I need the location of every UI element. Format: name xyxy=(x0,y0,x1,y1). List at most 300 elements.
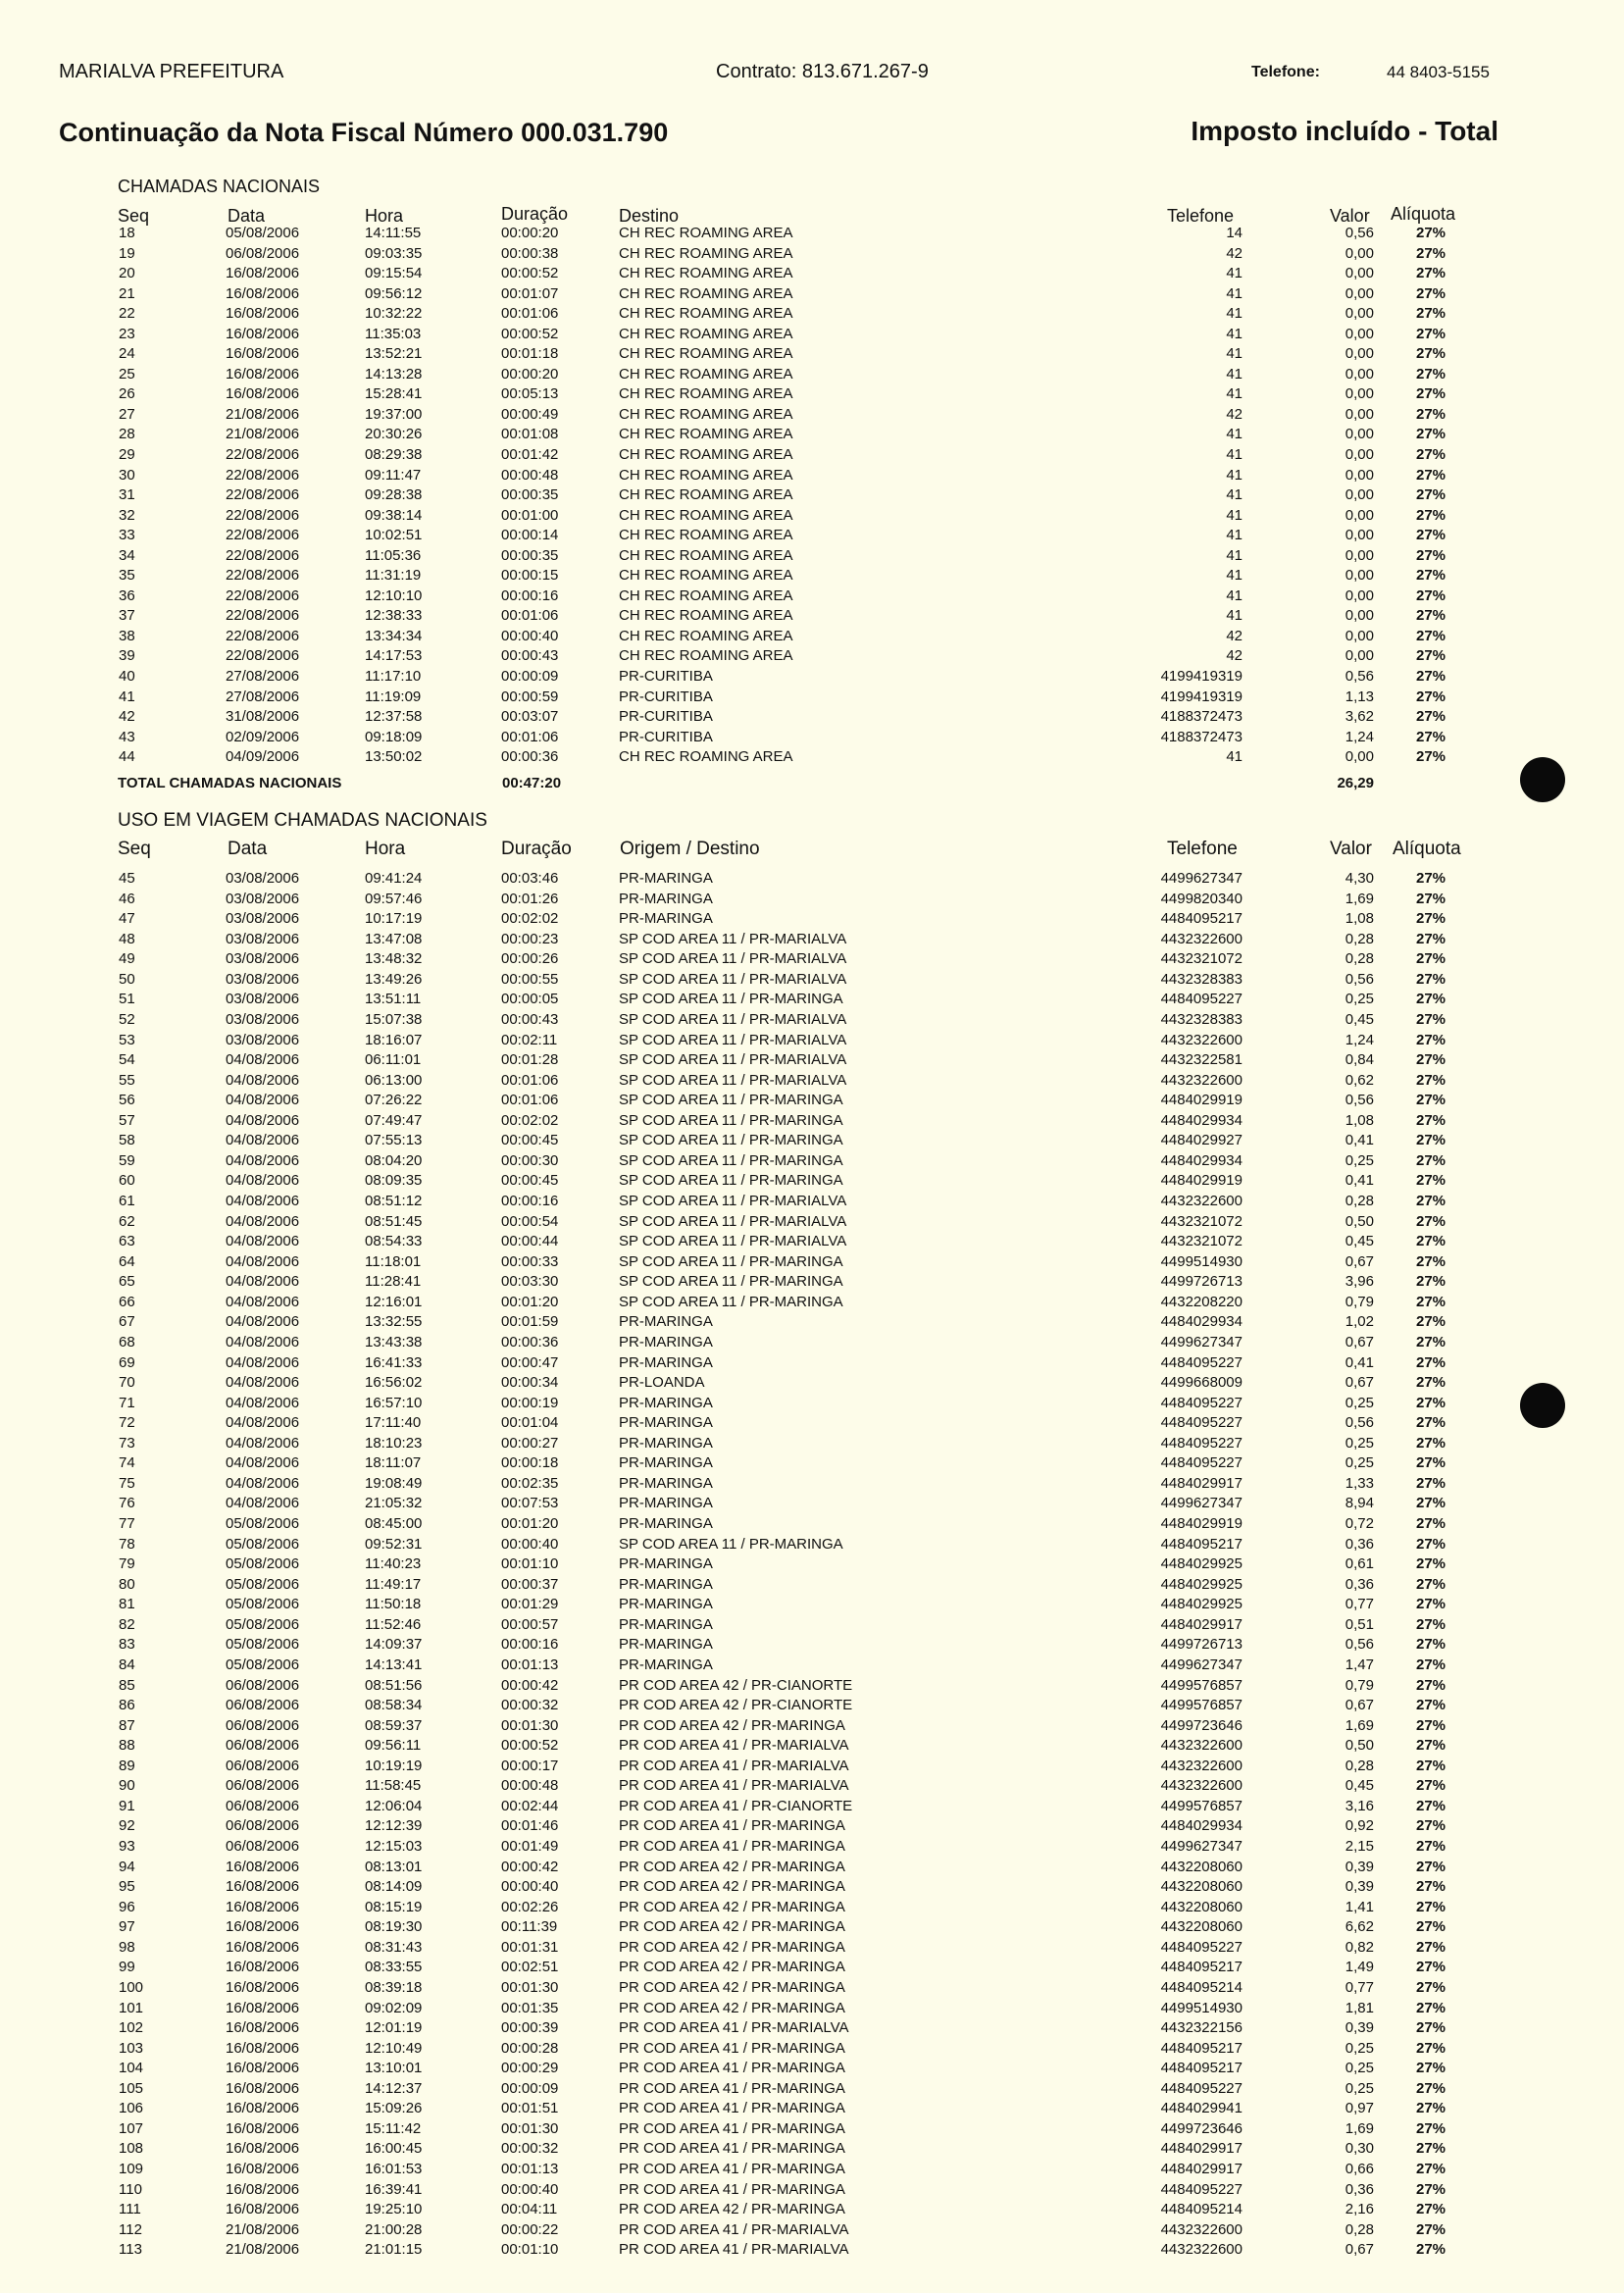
duration-cell: 00:01:06 xyxy=(501,1092,559,1109)
table-row xyxy=(0,1554,1624,1575)
rate-cell: 27% xyxy=(1416,527,1446,544)
seq-cell: 22 xyxy=(119,305,135,323)
phone-cell: 4484095214 xyxy=(1160,1978,1243,1996)
date-cell: 16/08/2006 xyxy=(226,2180,300,2198)
destination-cell: SP COD AREA 11 / PR-MARIALVA xyxy=(619,1051,847,1069)
destination-cell: CH REC ROAMING AREA xyxy=(619,225,793,241)
seq-cell: 83 xyxy=(119,1636,135,1654)
date-cell: 06/08/2006 xyxy=(226,1797,300,1814)
rate-cell: 27% xyxy=(1416,1172,1446,1190)
phone-cell: 4199419319 xyxy=(1160,668,1243,686)
seq-cell: 87 xyxy=(119,1716,135,1734)
destination-cell: PR-LOANDA xyxy=(619,1374,705,1392)
seq-cell: 54 xyxy=(119,1051,135,1069)
destination-cell: SP COD AREA 11 / PR-MARIALVA xyxy=(619,950,847,968)
phone-cell: 4484095227 xyxy=(1160,2180,1243,2198)
destination-cell: SP COD AREA 11 / PR-MARINGA xyxy=(619,1535,843,1553)
phone-cell: 4499726713 xyxy=(1160,1636,1243,1654)
table-row xyxy=(0,990,1624,1010)
seq-cell: 100 xyxy=(119,1978,144,1996)
value-cell: 0,67 xyxy=(1345,1333,1374,1350)
rate-cell: 27% xyxy=(1416,284,1446,302)
time-cell: 08:13:01 xyxy=(365,1858,423,1875)
duration-cell: 00:00:42 xyxy=(501,1676,559,1694)
table-row xyxy=(0,1413,1624,1434)
date-cell: 21/08/2006 xyxy=(226,426,300,443)
duration-cell: 00:00:26 xyxy=(501,950,559,968)
phone-cell: 4484029917 xyxy=(1160,1474,1243,1492)
phone-cell: 4432321072 xyxy=(1160,1233,1243,1250)
date-cell: 05/08/2006 xyxy=(226,1596,300,1613)
destination-cell: PR COD AREA 41 / PR-CIANORTE xyxy=(619,1797,853,1814)
rate-cell: 27% xyxy=(1416,265,1446,282)
date-cell: 04/08/2006 xyxy=(226,1474,300,1492)
seq-cell: 113 xyxy=(119,2241,142,2259)
value-cell: 0,56 xyxy=(1345,1092,1374,1109)
seq-cell: 95 xyxy=(119,1878,135,1896)
time-cell: 21:05:32 xyxy=(365,1495,423,1512)
table-row xyxy=(0,546,1624,567)
value-cell: 0,00 xyxy=(1345,586,1374,604)
value-cell: 3,16 xyxy=(1345,1797,1374,1814)
phone-cell: 4484029934 xyxy=(1160,1817,1243,1835)
value-cell: 0,77 xyxy=(1345,1596,1374,1613)
date-cell: 16/08/2006 xyxy=(226,385,300,403)
date-cell: 04/08/2006 xyxy=(226,1434,300,1452)
time-cell: 14:13:41 xyxy=(365,1656,423,1673)
date-cell: 16/08/2006 xyxy=(226,2019,300,2037)
seq-cell: 80 xyxy=(119,1575,135,1593)
rate-cell: 27% xyxy=(1416,1878,1446,1896)
duration-cell: 00:01:18 xyxy=(501,345,559,363)
duration-cell: 00:00:16 xyxy=(501,1193,559,1209)
seq-cell: 91 xyxy=(119,1797,135,1814)
rate-cell: 27% xyxy=(1416,1495,1446,1512)
date-cell: 03/08/2006 xyxy=(226,970,300,988)
table-row xyxy=(0,566,1624,586)
destination-cell: PR-MARINGA xyxy=(619,1313,713,1331)
phone-cell: 4499820340 xyxy=(1160,890,1243,907)
value-cell: 0,45 xyxy=(1345,1777,1374,1795)
table-row xyxy=(0,2160,1624,2180)
time-cell: 11:19:09 xyxy=(365,688,422,705)
rate-cell: 27% xyxy=(1416,1797,1446,1814)
time-cell: 18:11:07 xyxy=(365,1454,422,1472)
duration-cell: 00:01:06 xyxy=(501,1071,559,1089)
table-row xyxy=(0,1111,1624,1132)
rate-cell: 27% xyxy=(1416,1333,1446,1350)
date-cell: 05/08/2006 xyxy=(226,1636,300,1654)
time-cell: 18:10:23 xyxy=(365,1434,423,1452)
phone-cell: 4432322600 xyxy=(1160,930,1243,947)
value-cell: 1,81 xyxy=(1345,1999,1374,2016)
duration-cell: 00:00:20 xyxy=(501,365,559,382)
destination-cell: SP COD AREA 11 / PR-MARINGA xyxy=(619,991,843,1008)
phone-cell: 4499576857 xyxy=(1160,1676,1243,1694)
duration-cell: 00:01:26 xyxy=(501,890,559,907)
duration-cell: 00:02:51 xyxy=(501,1959,559,1976)
time-cell: 08:09:35 xyxy=(365,1172,423,1190)
duration-cell: 00:00:40 xyxy=(501,1535,559,1553)
destination-cell: CH REC ROAMING AREA xyxy=(619,284,793,302)
date-cell: 16/08/2006 xyxy=(226,2119,300,2137)
destination-cell: PR-CURITIBA xyxy=(619,708,713,726)
phone-cell: 14 xyxy=(1226,225,1243,241)
table-row xyxy=(0,2079,1624,2100)
col-aliquota: Alíquota xyxy=(1391,204,1456,224)
section-national-calls-title: CHAMADAS NACIONAIS xyxy=(118,177,321,196)
phone-cell: 4484029919 xyxy=(1160,1515,1243,1532)
value-cell: 3,62 xyxy=(1345,708,1374,726)
time-cell: 21:00:28 xyxy=(365,2220,423,2238)
date-cell: 22/08/2006 xyxy=(226,607,300,625)
date-cell: 04/08/2006 xyxy=(226,1333,300,1350)
table-row xyxy=(0,646,1624,667)
value-cell: 0,66 xyxy=(1345,2161,1374,2177)
value-cell: 0,00 xyxy=(1345,244,1374,262)
destination-cell: SP COD AREA 11 / PR-MARINGA xyxy=(619,1092,843,1109)
table-row xyxy=(0,1151,1624,1172)
duration-cell: 00:00:52 xyxy=(501,265,559,282)
seq-cell: 27 xyxy=(119,405,135,423)
time-cell: 14:09:37 xyxy=(365,1636,423,1654)
table-row xyxy=(0,2139,1624,2160)
destination-cell: PR COD AREA 41 / PR-MARINGA xyxy=(619,1817,845,1835)
destination-cell: PR-MARINGA xyxy=(619,1636,713,1654)
table-row xyxy=(0,506,1624,527)
value-cell: 0,56 xyxy=(1345,1636,1374,1654)
value-cell: 0,79 xyxy=(1345,1676,1374,1694)
col-seq: Seq xyxy=(118,206,150,226)
duration-cell: 00:01:10 xyxy=(501,1555,559,1573)
time-cell: 11:28:41 xyxy=(365,1273,422,1291)
seq-cell: 57 xyxy=(119,1111,135,1129)
duration-cell: 00:00:45 xyxy=(501,1172,559,1190)
date-cell: 05/08/2006 xyxy=(226,1575,300,1593)
seq-cell: 29 xyxy=(119,446,135,464)
phone-cell: 4432208220 xyxy=(1160,1293,1243,1310)
value-cell: 0,56 xyxy=(1345,225,1374,241)
time-cell: 14:13:28 xyxy=(365,365,423,382)
table-row xyxy=(0,1131,1624,1151)
value-cell: 0,25 xyxy=(1345,2039,1374,2057)
date-cell: 04/08/2006 xyxy=(226,1273,300,1291)
seq-cell: 56 xyxy=(119,1092,135,1109)
table-row xyxy=(0,1877,1624,1898)
date-cell: 16/08/2006 xyxy=(226,305,300,323)
phone-cell: 41 xyxy=(1226,265,1243,282)
seq-cell: 84 xyxy=(119,1656,135,1673)
phone-cell: 41 xyxy=(1226,506,1243,524)
duration-cell: 00:01:06 xyxy=(501,607,559,625)
date-cell: 05/08/2006 xyxy=(226,1555,300,1573)
destination-cell: PR-MARINGA xyxy=(619,1596,713,1613)
destination-cell: SP COD AREA 11 / PR-MARINGA xyxy=(619,1151,843,1169)
seq-cell: 72 xyxy=(119,1414,135,1432)
seq-cell: 39 xyxy=(119,647,135,665)
date-cell: 04/08/2006 xyxy=(226,1252,300,1270)
time-cell: 15:11:42 xyxy=(365,2119,422,2137)
phone-cell: 4432208060 xyxy=(1160,1898,1243,1915)
time-cell: 16:00:45 xyxy=(365,2140,423,2158)
seq-cell: 110 xyxy=(119,2180,142,2198)
time-cell: 08:04:20 xyxy=(365,1151,423,1169)
value-cell: 1,33 xyxy=(1345,1474,1374,1492)
time-cell: 08:51:12 xyxy=(365,1193,423,1209)
phone-cell: 4484095227 xyxy=(1160,1454,1243,1472)
duration-cell: 00:00:16 xyxy=(501,586,559,604)
rate-cell: 27% xyxy=(1416,1313,1446,1331)
phone-cell: 4188372473 xyxy=(1160,728,1243,745)
destination-cell: CH REC ROAMING AREA xyxy=(619,325,793,342)
destination-cell: CH REC ROAMING AREA xyxy=(619,244,793,262)
table-row xyxy=(0,1394,1624,1414)
rate-cell: 27% xyxy=(1416,1273,1446,1291)
duration-cell: 00:00:32 xyxy=(501,1697,559,1714)
destination-cell: PR-MARINGA xyxy=(619,1474,713,1492)
date-cell: 04/08/2006 xyxy=(226,1353,300,1371)
rate-cell: 27% xyxy=(1416,950,1446,968)
rate-cell: 27% xyxy=(1416,2241,1446,2259)
phone-cell: 4484029925 xyxy=(1160,1596,1243,1613)
table-row xyxy=(0,1373,1624,1394)
value-cell: 0,00 xyxy=(1345,405,1374,423)
date-cell: 06/08/2006 xyxy=(226,1676,300,1694)
destination-cell: PR COD AREA 41 / PR-MARINGA xyxy=(619,2180,845,2198)
phone-cell: 41 xyxy=(1226,546,1243,564)
rate-cell: 27% xyxy=(1416,1071,1446,1089)
date-cell: 22/08/2006 xyxy=(226,506,300,524)
duration-cell: 00:01:35 xyxy=(501,1999,559,2016)
phone-cell: 4499627347 xyxy=(1160,1495,1243,1512)
time-cell: 11:40:23 xyxy=(365,1555,422,1573)
destination-cell: SP COD AREA 11 / PR-MARIALVA xyxy=(619,1010,847,1028)
date-cell: 04/08/2006 xyxy=(226,1293,300,1310)
destination-cell: PR-MARINGA xyxy=(619,1414,713,1432)
date-cell: 16/08/2006 xyxy=(226,1918,300,1936)
rate-cell: 27% xyxy=(1416,1959,1446,1976)
phone-cell: 4484095227 xyxy=(1160,2079,1243,2097)
phone-cell: 4484095227 xyxy=(1160,1414,1243,1432)
seq-cell: 26 xyxy=(119,385,135,403)
table-row xyxy=(0,1797,1624,1817)
phone-cell: 4432322600 xyxy=(1160,1071,1243,1089)
time-cell: 14:11:55 xyxy=(365,225,422,241)
seq-cell: 41 xyxy=(119,688,135,705)
seq-cell: 109 xyxy=(119,2161,144,2177)
company-name: MARIALVA PREFEITURA xyxy=(59,61,284,82)
value-cell: 0,00 xyxy=(1345,627,1374,644)
duration-cell: 00:01:10 xyxy=(501,2241,559,2259)
time-cell: 13:52:21 xyxy=(365,345,423,363)
time-cell: 08:33:55 xyxy=(365,1959,423,1976)
phone-cell: 4484095227 xyxy=(1160,991,1243,1008)
date-cell: 22/08/2006 xyxy=(226,647,300,665)
phone-cell: 41 xyxy=(1226,748,1243,766)
date-cell: 21/08/2006 xyxy=(226,2220,300,2238)
rate-cell: 27% xyxy=(1416,1636,1446,1654)
destination-cell: PR COD AREA 42 / PR-MARINGA xyxy=(619,1716,845,1734)
duration-cell: 00:00:40 xyxy=(501,2180,559,2198)
destination-cell: SP COD AREA 11 / PR-MARIALVA xyxy=(619,930,847,947)
phone-cell: 41 xyxy=(1226,486,1243,504)
duration-cell: 00:01:00 xyxy=(501,506,559,524)
table-row xyxy=(0,1716,1624,1737)
value-cell: 0,25 xyxy=(1345,2060,1374,2077)
table-row xyxy=(0,1917,1624,1938)
duration-cell: 00:00:43 xyxy=(501,647,559,665)
date-cell: 03/08/2006 xyxy=(226,991,300,1008)
destination-cell: SP COD AREA 11 / PR-MARIALVA xyxy=(619,1071,847,1089)
time-cell: 08:19:30 xyxy=(365,1918,423,1936)
destination-cell: CH REC ROAMING AREA xyxy=(619,446,793,464)
time-cell: 11:17:10 xyxy=(365,668,422,686)
phone-cell: 4499514930 xyxy=(1160,1999,1243,2016)
time-cell: 09:03:35 xyxy=(365,244,423,262)
phone-cell: 4484095227 xyxy=(1160,1434,1243,1452)
seq-cell: 34 xyxy=(119,546,135,564)
value-cell: 0,25 xyxy=(1345,1434,1374,1452)
rate-cell: 27% xyxy=(1416,1515,1446,1532)
destination-cell: PR COD AREA 41 / PR-MARIALVA xyxy=(619,1777,849,1795)
time-cell: 12:06:04 xyxy=(365,1797,423,1814)
total-value: 26,29 xyxy=(1337,775,1374,791)
rate-cell: 27% xyxy=(1416,2039,1446,2057)
table-row xyxy=(0,1595,1624,1615)
time-cell: 11:31:19 xyxy=(365,567,422,585)
date-cell: 21/08/2006 xyxy=(226,2241,300,2259)
duration-cell: 00:01:06 xyxy=(501,728,559,745)
phone-cell: 4432321072 xyxy=(1160,950,1243,968)
value-cell: 1,02 xyxy=(1345,1313,1374,1331)
date-cell: 16/08/2006 xyxy=(226,2060,300,2077)
duration-cell: 00:00:43 xyxy=(501,1010,559,1028)
col-telefone-2: Telefone xyxy=(1167,839,1238,859)
phone-cell: 4432322600 xyxy=(1160,1193,1243,1209)
table-row xyxy=(0,1312,1624,1333)
rate-cell: 27% xyxy=(1416,1777,1446,1795)
table-row xyxy=(0,1434,1624,1454)
value-cell: 0,28 xyxy=(1345,1757,1374,1774)
phone-cell: 41 xyxy=(1226,284,1243,302)
time-cell: 10:17:19 xyxy=(365,910,423,928)
destination-cell: CH REC ROAMING AREA xyxy=(619,586,793,604)
phone-cell: 42 xyxy=(1226,647,1243,665)
seq-cell: 89 xyxy=(119,1757,135,1774)
duration-cell: 00:01:49 xyxy=(501,1838,559,1855)
seq-cell: 104 xyxy=(119,2060,144,2077)
phone-cell: 41 xyxy=(1226,567,1243,585)
value-cell: 0,92 xyxy=(1345,1817,1374,1835)
rate-cell: 27% xyxy=(1416,1656,1446,1673)
date-cell: 16/08/2006 xyxy=(226,1898,300,1915)
seq-cell: 97 xyxy=(119,1918,135,1936)
rate-cell: 27% xyxy=(1416,708,1446,726)
duration-cell: 00:00:49 xyxy=(501,405,559,423)
destination-cell: PR COD AREA 41 / PR-MARIALVA xyxy=(619,2019,849,2037)
destination-cell: PR COD AREA 41 / PR-MARIALVA xyxy=(619,1737,849,1755)
value-cell: 0,00 xyxy=(1345,385,1374,403)
table-row xyxy=(0,707,1624,728)
table-row xyxy=(0,1615,1624,1636)
table-row xyxy=(0,325,1624,345)
total-duration: 00:47:20 xyxy=(502,775,562,791)
seq-cell: 85 xyxy=(119,1676,135,1694)
destination-cell: PR COD AREA 41 / PR-MARIALVA xyxy=(619,2220,849,2238)
rate-cell: 27% xyxy=(1416,1252,1446,1270)
phone-cell: 41 xyxy=(1226,365,1243,382)
time-cell: 16:57:10 xyxy=(365,1394,423,1411)
seq-cell: 94 xyxy=(119,1858,135,1875)
destination-cell: PR-MARINGA xyxy=(619,890,713,907)
duration-cell: 00:01:13 xyxy=(501,2161,559,2177)
destination-cell: PR-MARINGA xyxy=(619,870,713,887)
table-row xyxy=(0,466,1624,486)
phone-cell: 42 xyxy=(1226,244,1243,262)
date-cell: 04/09/2006 xyxy=(226,748,300,766)
table-row xyxy=(0,728,1624,748)
date-cell: 05/08/2006 xyxy=(226,1656,300,1673)
col-seq-2: Seq xyxy=(118,839,151,859)
date-cell: 06/08/2006 xyxy=(226,244,300,262)
table-row xyxy=(0,1858,1624,1878)
seq-cell: 19 xyxy=(119,244,135,262)
time-cell: 16:39:41 xyxy=(365,2180,423,2198)
seq-cell: 93 xyxy=(119,1838,135,1855)
date-cell: 03/08/2006 xyxy=(226,950,300,968)
time-cell: 13:10:01 xyxy=(365,2060,423,2077)
table-row xyxy=(0,949,1624,970)
duration-cell: 00:00:59 xyxy=(501,688,559,705)
phone-cell: 4499576857 xyxy=(1160,1697,1243,1714)
date-cell: 31/08/2006 xyxy=(226,708,300,726)
table-row xyxy=(0,930,1624,950)
value-cell: 0,25 xyxy=(1345,1454,1374,1472)
destination-cell: PR COD AREA 41 / PR-MARINGA xyxy=(619,2140,845,2158)
value-cell: 0,39 xyxy=(1345,2019,1374,2037)
duration-cell: 00:00:30 xyxy=(501,1151,559,1169)
duration-cell: 00:01:08 xyxy=(501,426,559,443)
table-row xyxy=(0,970,1624,991)
table-row xyxy=(0,1898,1624,1918)
rate-cell: 27% xyxy=(1416,1474,1446,1492)
phone-cell: 4432328383 xyxy=(1160,970,1243,988)
seq-cell: 53 xyxy=(119,1031,135,1048)
destination-cell: PR-MARINGA xyxy=(619,1575,713,1593)
col-hora-2: Hora xyxy=(365,839,406,859)
destination-cell: PR-MARINGA xyxy=(619,1454,713,1472)
rate-cell: 27% xyxy=(1416,1434,1446,1452)
phone-cell: 4432208060 xyxy=(1160,1918,1243,1936)
rate-cell: 27% xyxy=(1416,2220,1446,2238)
phone-cell: 4499576857 xyxy=(1160,1797,1243,1814)
value-cell: 0,45 xyxy=(1345,1233,1374,1250)
date-cell: 16/08/2006 xyxy=(226,2140,300,2158)
destination-cell: CH REC ROAMING AREA xyxy=(619,546,793,564)
destination-cell: SP COD AREA 11 / PR-MARIALVA xyxy=(619,970,847,988)
rate-cell: 27% xyxy=(1416,1394,1446,1411)
date-cell: 22/08/2006 xyxy=(226,546,300,564)
date-cell: 16/08/2006 xyxy=(226,365,300,382)
seq-cell: 92 xyxy=(119,1817,135,1835)
value-cell: 0,00 xyxy=(1345,647,1374,665)
time-cell: 07:26:22 xyxy=(365,1092,423,1109)
travel-calls-table xyxy=(0,869,1624,2261)
rate-cell: 27% xyxy=(1416,1596,1446,1613)
destination-cell: PR COD AREA 42 / PR-MARINGA xyxy=(619,1858,845,1875)
table-row xyxy=(0,688,1624,708)
date-cell: 06/08/2006 xyxy=(226,1716,300,1734)
